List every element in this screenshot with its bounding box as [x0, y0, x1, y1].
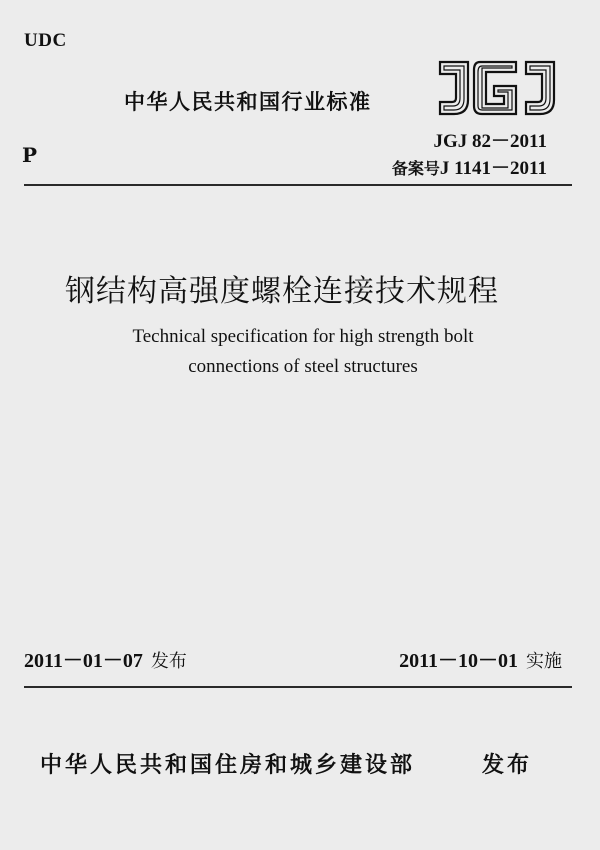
standard-type: 中华人民共和国行业标准: [124, 90, 372, 114]
filing-record: [392, 153, 547, 180]
title-english: [0, 322, 600, 382]
implementation-label: 实施: [526, 651, 562, 672]
title-english-line1: Technical specification for high strength bolt: [132, 326, 474, 347]
issue-date: 2011－01－07: [24, 650, 143, 672]
title-chinese: 钢结构高强度螺栓连接技术规程: [65, 274, 499, 309]
standard-number: JGJ 82－2011: [433, 131, 547, 152]
udc-label: UDC: [24, 30, 67, 51]
publisher-action: 发布: [482, 753, 533, 778]
publisher: 中华人民共和国住房和城乡建设部: [40, 753, 416, 778]
header-divider: [24, 184, 572, 186]
category-label: P: [22, 143, 38, 167]
jgj-logo: [430, 56, 564, 120]
title-english-line2: connections of steel structures: [188, 356, 418, 377]
filing-number: J 1141－2011: [439, 158, 547, 179]
implementation-date: 2011－10－01: [399, 650, 518, 672]
filing-label: 备案号: [391, 159, 440, 178]
issue-label: 发布: [150, 651, 187, 672]
issue-date-row: [24, 644, 187, 673]
footer-divider: [24, 686, 572, 688]
implementation-date-row: [399, 644, 562, 673]
logo-text: JGJ: [430, 56, 432, 57]
